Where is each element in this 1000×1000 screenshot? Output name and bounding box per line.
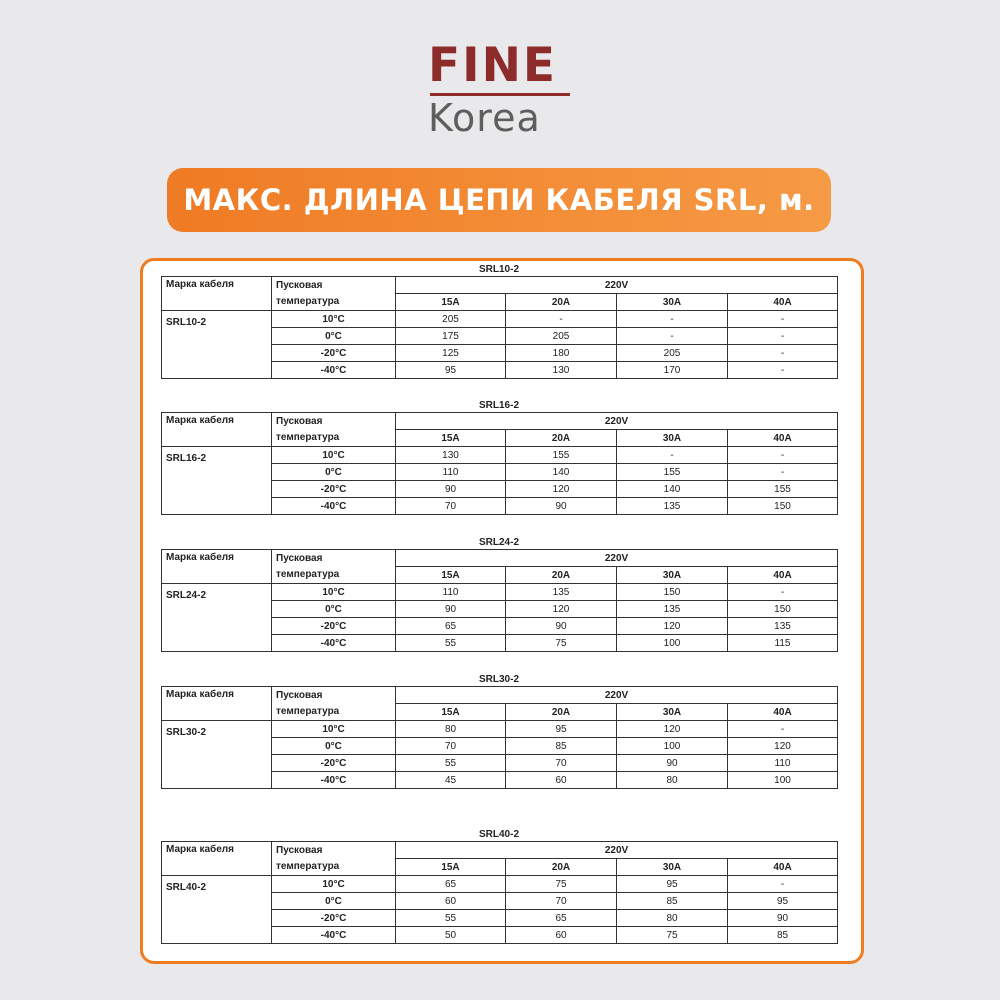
length-value-cell: 95	[506, 721, 617, 738]
length-value-cell: 80	[396, 721, 506, 738]
cable-length-table	[161, 686, 838, 789]
length-value-cell: 135	[506, 584, 617, 601]
length-value-cell: 100	[617, 738, 728, 755]
cable-length-table	[161, 276, 838, 379]
temperature-cell: 10°C	[272, 311, 396, 328]
length-value-cell: -	[728, 584, 838, 601]
length-value-cell: -	[728, 721, 838, 738]
length-value-cell: 75	[506, 876, 617, 893]
brand-header: Марка кабеля	[162, 277, 272, 311]
length-value-cell: 85	[506, 738, 617, 755]
length-value-cell: 90	[728, 910, 838, 927]
tables-card	[140, 258, 864, 964]
length-value-cell: 95	[617, 876, 728, 893]
length-value-cell: 205	[506, 328, 617, 345]
brand-header: Марка кабеля	[162, 550, 272, 584]
temperature-cell: 10°C	[272, 584, 396, 601]
table-title: SRL24-2	[478, 537, 519, 548]
length-value-cell: 100	[728, 772, 838, 789]
current-header: 20A	[506, 430, 617, 447]
cable-brand-cell: SRL30-2	[162, 721, 272, 789]
temperature-header-line2: температура	[272, 430, 396, 447]
length-value-cell: 60	[506, 772, 617, 789]
length-value-cell: 170	[617, 362, 728, 379]
current-header: 15A	[396, 430, 506, 447]
current-header: 15A	[396, 294, 506, 311]
length-value-cell: 120	[728, 738, 838, 755]
table-row	[162, 876, 838, 893]
length-value-cell: 90	[506, 618, 617, 635]
length-value-cell: 205	[396, 311, 506, 328]
current-header: 15A	[396, 567, 506, 584]
temperature-cell: 0°C	[272, 601, 396, 618]
cable-length-table	[161, 841, 838, 944]
cable-length-table	[161, 549, 838, 652]
cable-table-block	[161, 399, 837, 515]
length-value-cell: 70	[506, 755, 617, 772]
length-value-cell: 125	[396, 345, 506, 362]
temperature-header: Пусковая	[272, 687, 396, 704]
temperature-header: Пусковая	[272, 550, 396, 567]
length-value-cell: 90	[617, 755, 728, 772]
length-value-cell: 130	[506, 362, 617, 379]
voltage-header: 220V	[396, 413, 838, 430]
current-header: 40A	[728, 859, 838, 876]
length-value-cell: -	[728, 876, 838, 893]
length-value-cell: 80	[617, 772, 728, 789]
temperature-cell: 0°C	[272, 464, 396, 481]
length-value-cell: 180	[506, 345, 617, 362]
temperature-cell: 0°C	[272, 328, 396, 345]
length-value-cell: 120	[617, 618, 728, 635]
current-header: 30A	[617, 430, 728, 447]
cable-table-block	[161, 263, 837, 379]
current-header: 20A	[506, 859, 617, 876]
length-value-cell: 50	[396, 927, 506, 944]
length-value-cell: 150	[728, 498, 838, 515]
length-value-cell: 100	[617, 635, 728, 652]
length-value-cell: 70	[396, 498, 506, 515]
table-title: SRL16-2	[478, 400, 519, 411]
length-value-cell: 155	[617, 464, 728, 481]
temperature-header: Пусковая	[272, 277, 396, 294]
length-value-cell: 135	[728, 618, 838, 635]
length-value-cell: 155	[728, 481, 838, 498]
length-value-cell: 60	[506, 927, 617, 944]
table-title: SRL30-2	[478, 674, 519, 685]
length-value-cell: -	[728, 447, 838, 464]
current-header: 30A	[617, 859, 728, 876]
temperature-cell: -20°C	[272, 910, 396, 927]
length-value-cell: 205	[617, 345, 728, 362]
length-value-cell: -	[506, 311, 617, 328]
length-value-cell: 85	[728, 927, 838, 944]
temperature-cell: -40°C	[272, 772, 396, 789]
cable-brand-cell: SRL10-2	[162, 311, 272, 379]
length-value-cell: 55	[396, 635, 506, 652]
length-value-cell: 135	[617, 601, 728, 618]
current-header: 40A	[728, 704, 838, 721]
table-title: SRL10-2	[478, 264, 519, 275]
length-value-cell: 175	[396, 328, 506, 345]
banner-title: МАКС. ДЛИНА ЦЕПИ КАБЕЛЯ SRL, м.	[183, 183, 815, 217]
length-value-cell: 75	[506, 635, 617, 652]
cable-brand-cell: SRL24-2	[162, 584, 272, 652]
length-value-cell: 55	[396, 910, 506, 927]
length-value-cell: 135	[617, 498, 728, 515]
length-value-cell: 85	[617, 893, 728, 910]
cable-brand-cell: SRL16-2	[162, 447, 272, 515]
temperature-header: Пусковая	[272, 842, 396, 859]
temperature-cell: -40°C	[272, 927, 396, 944]
voltage-header: 220V	[396, 842, 838, 859]
temperature-cell: -20°C	[272, 481, 396, 498]
temperature-cell: 10°C	[272, 721, 396, 738]
temperature-cell: 10°C	[272, 876, 396, 893]
temperature-cell: -20°C	[272, 618, 396, 635]
cable-length-table	[161, 412, 838, 515]
header-row	[162, 842, 838, 859]
length-value-cell: -	[728, 464, 838, 481]
length-value-cell: 120	[506, 481, 617, 498]
length-value-cell: -	[728, 311, 838, 328]
table-row	[162, 584, 838, 601]
length-value-cell: 140	[506, 464, 617, 481]
length-value-cell: 155	[506, 447, 617, 464]
length-value-cell: 55	[396, 755, 506, 772]
logo-korea-text: Korea	[428, 96, 541, 140]
length-value-cell: 65	[396, 876, 506, 893]
cable-table-block	[161, 828, 837, 944]
voltage-header: 220V	[396, 687, 838, 704]
header-row	[162, 277, 838, 294]
length-value-cell: -	[728, 362, 838, 379]
current-header: 20A	[506, 704, 617, 721]
table-row	[162, 721, 838, 738]
length-value-cell: 90	[396, 481, 506, 498]
temperature-cell: -40°C	[272, 635, 396, 652]
length-value-cell: 80	[617, 910, 728, 927]
table-row	[162, 447, 838, 464]
length-value-cell: 90	[396, 601, 506, 618]
length-value-cell: 90	[506, 498, 617, 515]
temperature-cell: 0°C	[272, 893, 396, 910]
current-header: 40A	[728, 430, 838, 447]
length-value-cell: 70	[506, 893, 617, 910]
header-row	[162, 550, 838, 567]
length-value-cell: 120	[506, 601, 617, 618]
voltage-header: 220V	[396, 277, 838, 294]
temperature-cell: -40°C	[272, 498, 396, 515]
current-header: 15A	[396, 859, 506, 876]
voltage-header: 220V	[396, 550, 838, 567]
brand-header: Марка кабеля	[162, 413, 272, 447]
length-value-cell: 65	[506, 910, 617, 927]
length-value-cell: -	[617, 311, 728, 328]
length-value-cell: 120	[617, 721, 728, 738]
temperature-cell: 0°C	[272, 738, 396, 755]
temperature-header-line2: температура	[272, 567, 396, 584]
length-value-cell: -	[617, 447, 728, 464]
logo-fine-text: FINE	[428, 38, 558, 93]
cable-table-block	[161, 536, 837, 652]
current-header: 20A	[506, 567, 617, 584]
length-value-cell: -	[728, 328, 838, 345]
length-value-cell: 60	[396, 893, 506, 910]
current-header: 30A	[617, 294, 728, 311]
temperature-header-line2: температура	[272, 859, 396, 876]
length-value-cell: 95	[396, 362, 506, 379]
temperature-header: Пусковая	[272, 413, 396, 430]
length-value-cell: -	[617, 328, 728, 345]
length-value-cell: 115	[728, 635, 838, 652]
temperature-cell: -40°C	[272, 362, 396, 379]
table-title: SRL40-2	[478, 829, 519, 840]
current-header: 40A	[728, 294, 838, 311]
length-value-cell: 45	[396, 772, 506, 789]
length-value-cell: 70	[396, 738, 506, 755]
temperature-header-line2: температура	[272, 704, 396, 721]
cable-brand-cell: SRL40-2	[162, 876, 272, 944]
length-value-cell: -	[728, 345, 838, 362]
length-value-cell: 150	[617, 584, 728, 601]
temperature-cell: -20°C	[272, 345, 396, 362]
length-value-cell: 130	[396, 447, 506, 464]
current-header: 40A	[728, 567, 838, 584]
table-row	[162, 311, 838, 328]
temperature-cell: -20°C	[272, 755, 396, 772]
length-value-cell: 140	[617, 481, 728, 498]
length-value-cell: 110	[396, 584, 506, 601]
current-header: 30A	[617, 704, 728, 721]
title-banner	[167, 168, 831, 232]
length-value-cell: 110	[728, 755, 838, 772]
brand-header: Марка кабеля	[162, 687, 272, 721]
brand-header: Марка кабеля	[162, 842, 272, 876]
header-row	[162, 687, 838, 704]
current-header: 30A	[617, 567, 728, 584]
length-value-cell: 150	[728, 601, 838, 618]
fine-korea-logo	[428, 40, 578, 140]
current-header: 20A	[506, 294, 617, 311]
length-value-cell: 110	[396, 464, 506, 481]
current-header: 15A	[396, 704, 506, 721]
length-value-cell: 75	[617, 927, 728, 944]
cable-table-block	[161, 673, 837, 789]
length-value-cell: 65	[396, 618, 506, 635]
header-row	[162, 413, 838, 430]
temperature-cell: 10°C	[272, 447, 396, 464]
temperature-header-line2: температура	[272, 294, 396, 311]
length-value-cell: 95	[728, 893, 838, 910]
